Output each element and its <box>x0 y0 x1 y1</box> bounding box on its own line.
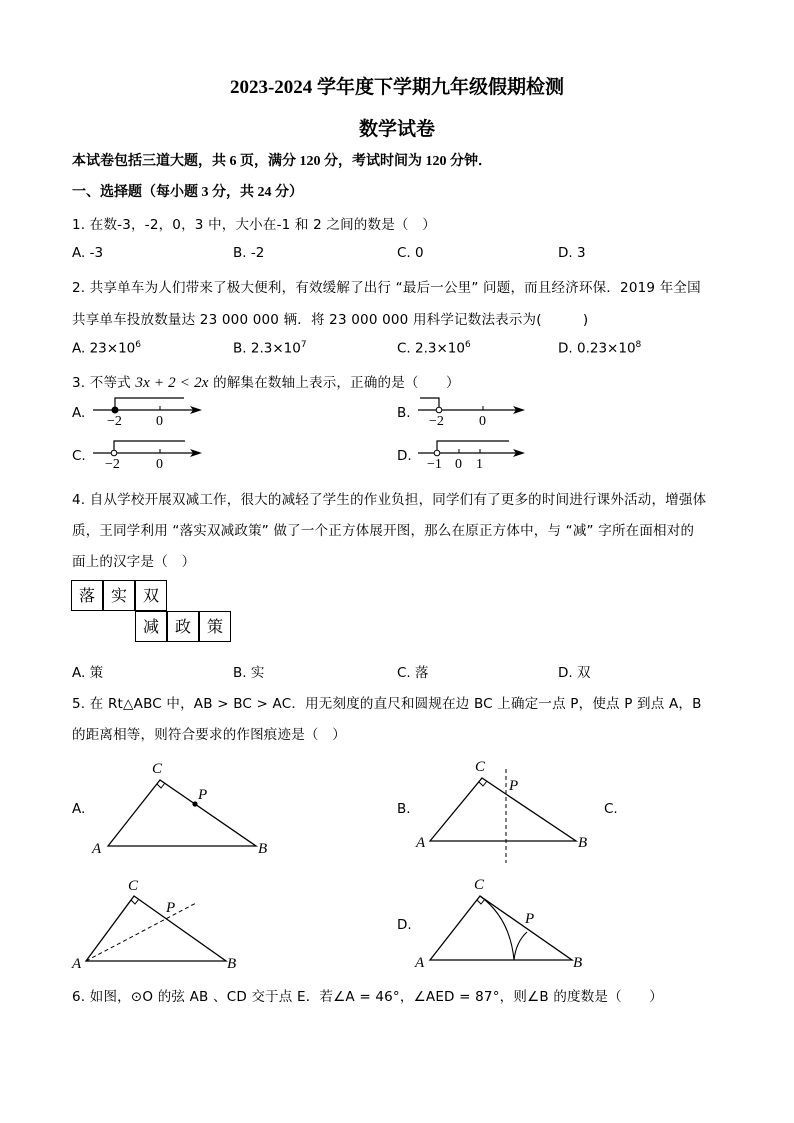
q3-option-b-number-line <box>415 395 535 430</box>
net-cell: 双 <box>135 580 167 611</box>
triangle <box>108 780 256 846</box>
q3-option-d-number-line <box>415 437 535 472</box>
right-angle-mark <box>479 781 487 786</box>
question-2 <box>72 276 701 296</box>
vertex-label: A <box>416 835 426 851</box>
exam-title: 2023-2024 学年度下学期九年级假期检测 <box>229 77 565 98</box>
vertex-label: P <box>198 787 208 803</box>
question-4-line2: 质，王同学利用 “落实双减政策” 做了一个正方体展开图，那么在原正方体中，与 “减” 字所在面相对的 <box>72 523 695 539</box>
arc-from-c <box>480 896 514 960</box>
vertex-label: P <box>525 911 535 927</box>
tick-label: −2 <box>107 414 122 429</box>
vertex-label: A <box>415 955 425 971</box>
q3-option-c-number-line <box>90 437 210 472</box>
q2-option-c[interactable]: C. $2.3\times 10^6$ <box>397 340 471 357</box>
question-number: 2. <box>72 280 86 296</box>
range-bracket <box>437 441 509 453</box>
q5-option-a-figure <box>90 755 280 860</box>
hollow-point <box>111 450 117 456</box>
q1-option-c[interactable]: C. 0 <box>397 245 424 261</box>
inequality-expression: 3x + 2 < 2x <box>135 375 209 391</box>
range-bracket <box>115 398 184 410</box>
question-number: 4. <box>72 492 86 508</box>
arc-to-p <box>514 932 527 960</box>
point-p <box>192 801 197 806</box>
tick-label: 0 <box>455 457 462 472</box>
q2-option-b[interactable]: B. $2.3\times 10^7$ <box>233 340 307 357</box>
net-cell: 策 <box>199 611 231 642</box>
solid-point <box>112 407 118 413</box>
tick-label: −1 <box>427 457 442 472</box>
tick-label: −2 <box>105 457 120 472</box>
net-cell: 减 <box>135 611 167 642</box>
question-number: 1. <box>72 217 86 233</box>
question-text-line1: 共享单车为人们带来了极大便利，有效缓解了出行 “最后一公里” 问题，而且经济环保．2019 年全国 <box>89 280 701 296</box>
vertex-label: A <box>92 841 102 857</box>
exam-subtitle: 数学试卷 <box>358 119 435 140</box>
vertex-label: C <box>128 878 139 894</box>
triangle <box>86 896 226 961</box>
right-angle-mark <box>131 899 139 904</box>
q4-option-d[interactable]: D. 双 <box>558 665 591 681</box>
question-2-line2: 共享单车投放数量达 23 000 000 辆．将 23 000 000 用科学记数法表示为( ) <box>72 312 589 328</box>
range-bracket <box>420 398 439 410</box>
q4-option-a[interactable]: A. 策 <box>72 665 104 681</box>
question-5: 5. 在 Rt△ABC 中，AB > BC > AC．用无刻度的直尺和圆规在边 BC 上确定一点 P，使点 P 到点 A，B <box>72 696 702 712</box>
q3-option-c-label[interactable]: C. <box>72 448 86 464</box>
triangle <box>430 896 572 960</box>
vertex-label: C <box>474 877 485 893</box>
hollow-point <box>434 450 440 456</box>
angle-bisector-line <box>86 903 196 961</box>
net-cell: 政 <box>167 611 199 642</box>
q5-option-d-figure <box>412 872 602 972</box>
question-5-line2: 的距离相等，则符合要求的作图痕迹是（ ） <box>72 727 346 743</box>
q1-option-d[interactable]: D. 3 <box>558 245 586 261</box>
q5-option-b-figure <box>412 755 602 870</box>
question-text: 在数-3，-2，0，3 中，大小在-1 和 2 之间的数是（ ） <box>89 217 436 233</box>
tick-label: 0 <box>479 414 486 429</box>
q3-option-a-label[interactable]: A. <box>72 405 86 421</box>
vertex-label: C <box>152 761 163 777</box>
q3-option-b-label[interactable]: B. <box>397 405 411 421</box>
hollow-point <box>436 407 442 413</box>
question-4: 4. 自从学校开展双减工作，很大的减轻了学生的作业负担，同学们有了更多的时间进行课外活动，增强体 <box>72 492 707 508</box>
triangle <box>430 778 576 841</box>
q2-option-a[interactable]: A. $23\times 10^6$ <box>72 340 141 357</box>
q5-option-a-label[interactable]: A. <box>72 801 86 817</box>
net-cell: 实 <box>103 580 135 611</box>
tick-label: 0 <box>156 457 163 472</box>
question-6 <box>72 985 663 1005</box>
question-number: 6. <box>72 989 86 1005</box>
question-text: 如图，⊙O 的弦 AB 、CD 交于点 E．若∠A = 46°，∠AED = 87°，则∠B 的度数是（ ） <box>89 989 663 1005</box>
vertex-label: B <box>258 841 268 857</box>
q1-option-b[interactable]: B. -2 <box>233 245 265 261</box>
q5-option-b-label[interactable]: B. <box>397 801 411 817</box>
vertex-label: B <box>573 955 583 971</box>
question-1 <box>72 213 436 233</box>
vertex-label: P <box>166 900 176 916</box>
tick-label: 1 <box>476 457 483 472</box>
q1-option-a[interactable]: A. -3 <box>72 245 104 261</box>
vertex-label: P <box>509 778 519 794</box>
q4-option-c[interactable]: C. 落 <box>397 665 429 681</box>
tick-label: −2 <box>429 414 444 429</box>
question-3: 3. 不等式 3x + 2 < 2x 的解集在数轴上表示，正确的是（ ） <box>72 375 460 391</box>
tick-label: 0 <box>156 414 163 429</box>
vertex-label: C <box>475 759 486 775</box>
range-bracket <box>114 441 185 453</box>
vertex-label: B <box>227 956 237 972</box>
q3-option-d-label[interactable]: D. <box>397 448 412 464</box>
q4-option-b[interactable]: B. 实 <box>233 665 265 681</box>
section-heading: 一、选择题（每小题 3 分，共 24 分） <box>72 185 303 200</box>
vertex-label: B <box>578 835 588 851</box>
vertex-label: A <box>72 956 82 972</box>
question-number: 3. <box>72 375 86 391</box>
exam-instructions: 本试卷包括三道大题，共 6 页，满分 120 分，考试时间为 120 分钟． <box>72 154 492 169</box>
question-4-line3: 面上的汉字是（ ） <box>72 554 196 570</box>
right-angle-mark <box>157 783 165 788</box>
right-angle-mark <box>477 899 485 904</box>
q5-option-c-label[interactable]: C. <box>604 801 618 817</box>
question-number: 5. <box>72 696 86 712</box>
q5-option-c-figure <box>70 872 250 972</box>
q5-option-d-label[interactable]: D. <box>397 917 412 933</box>
q3-option-a-number-line <box>90 395 210 430</box>
net-cell: 落 <box>71 580 103 611</box>
q2-option-d[interactable]: D. $0.23\times 10^8$ <box>558 340 642 357</box>
